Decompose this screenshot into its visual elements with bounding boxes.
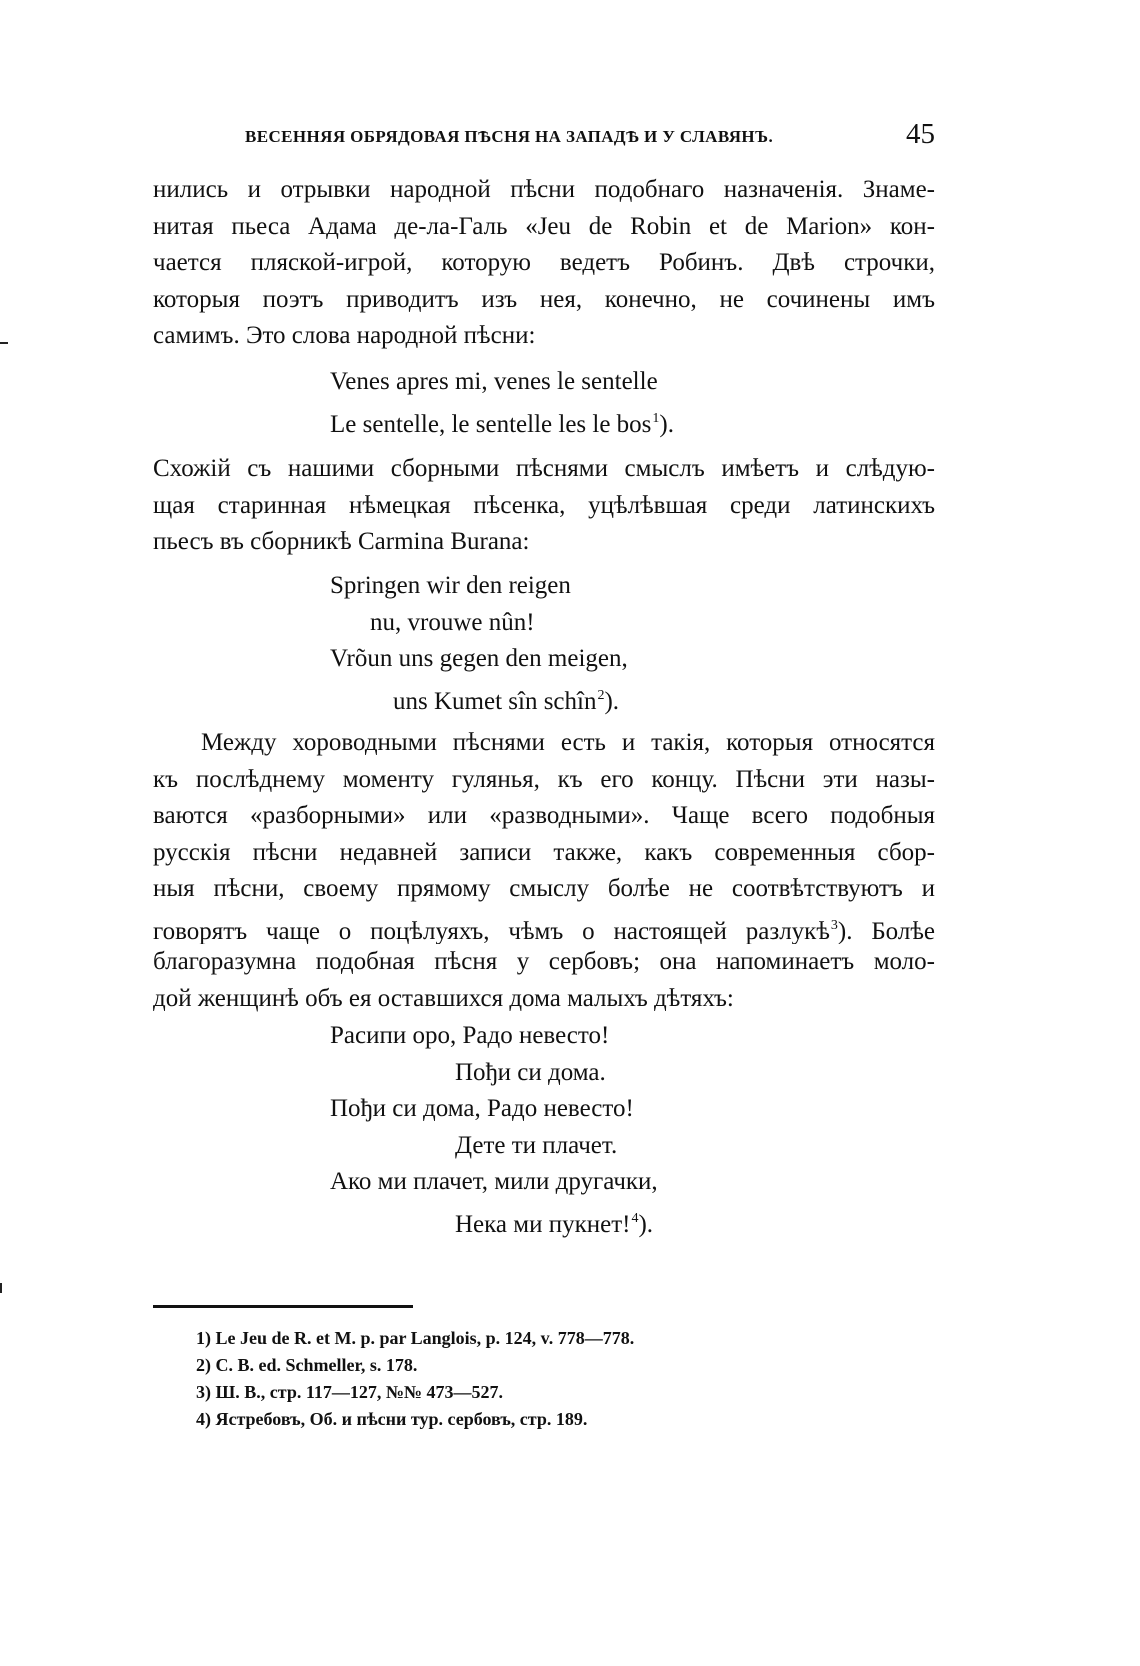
- verse-line: nu, vrouwe nûn!: [370, 608, 535, 636]
- text-line: которыя поэтъ приводитъ изъ нея, конечно, не сочинены имъ: [153, 285, 935, 313]
- text-line: пьесъ въ сборникѣ Carmina Burana:: [153, 528, 530, 555]
- text-line: ваются «разборными» или «разводными». Чаще всего подобныя: [153, 802, 935, 829]
- verse-line: Vrõun uns gegen den meigen,: [330, 645, 628, 672]
- verse-serbian: [330, 1018, 658, 1243]
- verse-line: Нека ми пукнет!$^4$).: [455, 1210, 654, 1238]
- page-number: 45: [906, 118, 935, 150]
- text-line: къ послѣднему моменту гулянья, къ его концу. Пѣсни эти назы-: [153, 765, 935, 793]
- text-line: говорятъ чаще о поцѣлуяхъ, чѣмъ о настоящей разлукѣ$^3$). Болѣе: [153, 917, 935, 944]
- verse-line: Venes apres mi, venes le sentelle: [330, 368, 658, 395]
- verse-line-text: Нека ми пукнет!: [455, 1210, 631, 1238]
- text-line: нитая пьеса Адама де-ла-Галь «Jeu de Robin et de Marion» кон-: [153, 212, 935, 240]
- text-line: Между хороводными пѣснями есть и такія, которыя относятся: [201, 729, 935, 756]
- scan-mark: [0, 342, 8, 344]
- verse-line: uns Kumet sîn schîn$^2$).: [393, 687, 620, 715]
- verse-line-text: uns Kumet sîn schîn: [393, 687, 597, 715]
- verse-german: [330, 568, 628, 720]
- text-line-part: говорятъ чаще о поцѣлуяхъ, чѣмъ о настоящей разлукѣ: [153, 917, 830, 944]
- paragraph-3: [153, 725, 935, 1017]
- paragraph-1: [153, 172, 935, 355]
- text-line: русскія пѣсни недавней записи также, какъ современныя сбор-: [153, 838, 935, 866]
- verse-line: Ако ми плачет, мили другачки,: [330, 1168, 658, 1195]
- verse-line: Springen wir den reigen: [330, 572, 571, 599]
- text-line: щая старинная нѣмецкая пѣсенка, уцѣлѣвшая среди латинскихъ: [153, 491, 935, 519]
- running-title: ВЕСЕННЯЯ ОБРЯДОВАЯ ПѢСНЯ НА ЗАПАДѢ И У СЛАВЯНЪ.: [245, 127, 774, 146]
- verse-line-text: Le sentelle, le sentelle les le bos: [330, 410, 652, 438]
- text-line: нились и отрывки народной пѣсни подобнаго назначенія. Знаме-: [153, 176, 935, 203]
- scan-mark: [0, 1283, 2, 1293]
- text-line: ныя пѣсни, своему прямому смыслу болѣе не соотвѣтствуютъ и: [153, 875, 935, 902]
- verse-line: Пођи си дома.: [455, 1058, 606, 1086]
- paragraph-2: [153, 451, 935, 561]
- footnote: 1) Le Jeu de R. et M. p. par Langlois, p. 124, v. 778—778.: [196, 1328, 635, 1348]
- footnotes: [196, 1325, 634, 1433]
- text-line: чается пляской-игрой, которую ведетъ Робинъ. Двѣ строчки,: [153, 249, 935, 276]
- footnote-ref: 1: [652, 410, 660, 426]
- running-header: [153, 118, 935, 158]
- verse-french: [330, 364, 674, 443]
- footnote: 3) Ш. В., стр. 117—127, №№ 473—527.: [196, 1382, 504, 1402]
- footnote-ref: 4: [631, 1210, 639, 1226]
- verse-line: Le sentelle, le sentelle les le bos$^1$).: [330, 410, 674, 438]
- footnote-ref: 2: [597, 687, 605, 703]
- text-line: благоразумна подобная пѣсня у сербовъ; она напоминаетъ моло-: [153, 948, 935, 975]
- footnote: 4) Ястребовъ, Об. и пѣсни тур. сербовъ, стр. 189.: [196, 1409, 588, 1429]
- text-line: Схожій съ нашими сборными пѣснями смыслъ имѣетъ и слѣдую-: [153, 455, 935, 482]
- verse-line: Пођи си дома, Радо невесто!: [330, 1095, 634, 1122]
- text-line: самимъ. Это слова народной пѣсни:: [153, 322, 536, 349]
- footnote: 2) C. B. ed. Schmeller, s. 178.: [196, 1355, 418, 1375]
- footnote-rule: [153, 1305, 413, 1308]
- verse-line: Расипи оро, Радо невесто!: [330, 1022, 610, 1049]
- verse-line: Дете ти плачет.: [455, 1131, 618, 1159]
- footnote-ref: 3: [830, 917, 838, 933]
- text-line: дой женщинѣ объ ея оставшихся дома малыхъ дѣтяхъ:: [153, 984, 734, 1012]
- text-line-part: . Болѣе: [846, 917, 935, 944]
